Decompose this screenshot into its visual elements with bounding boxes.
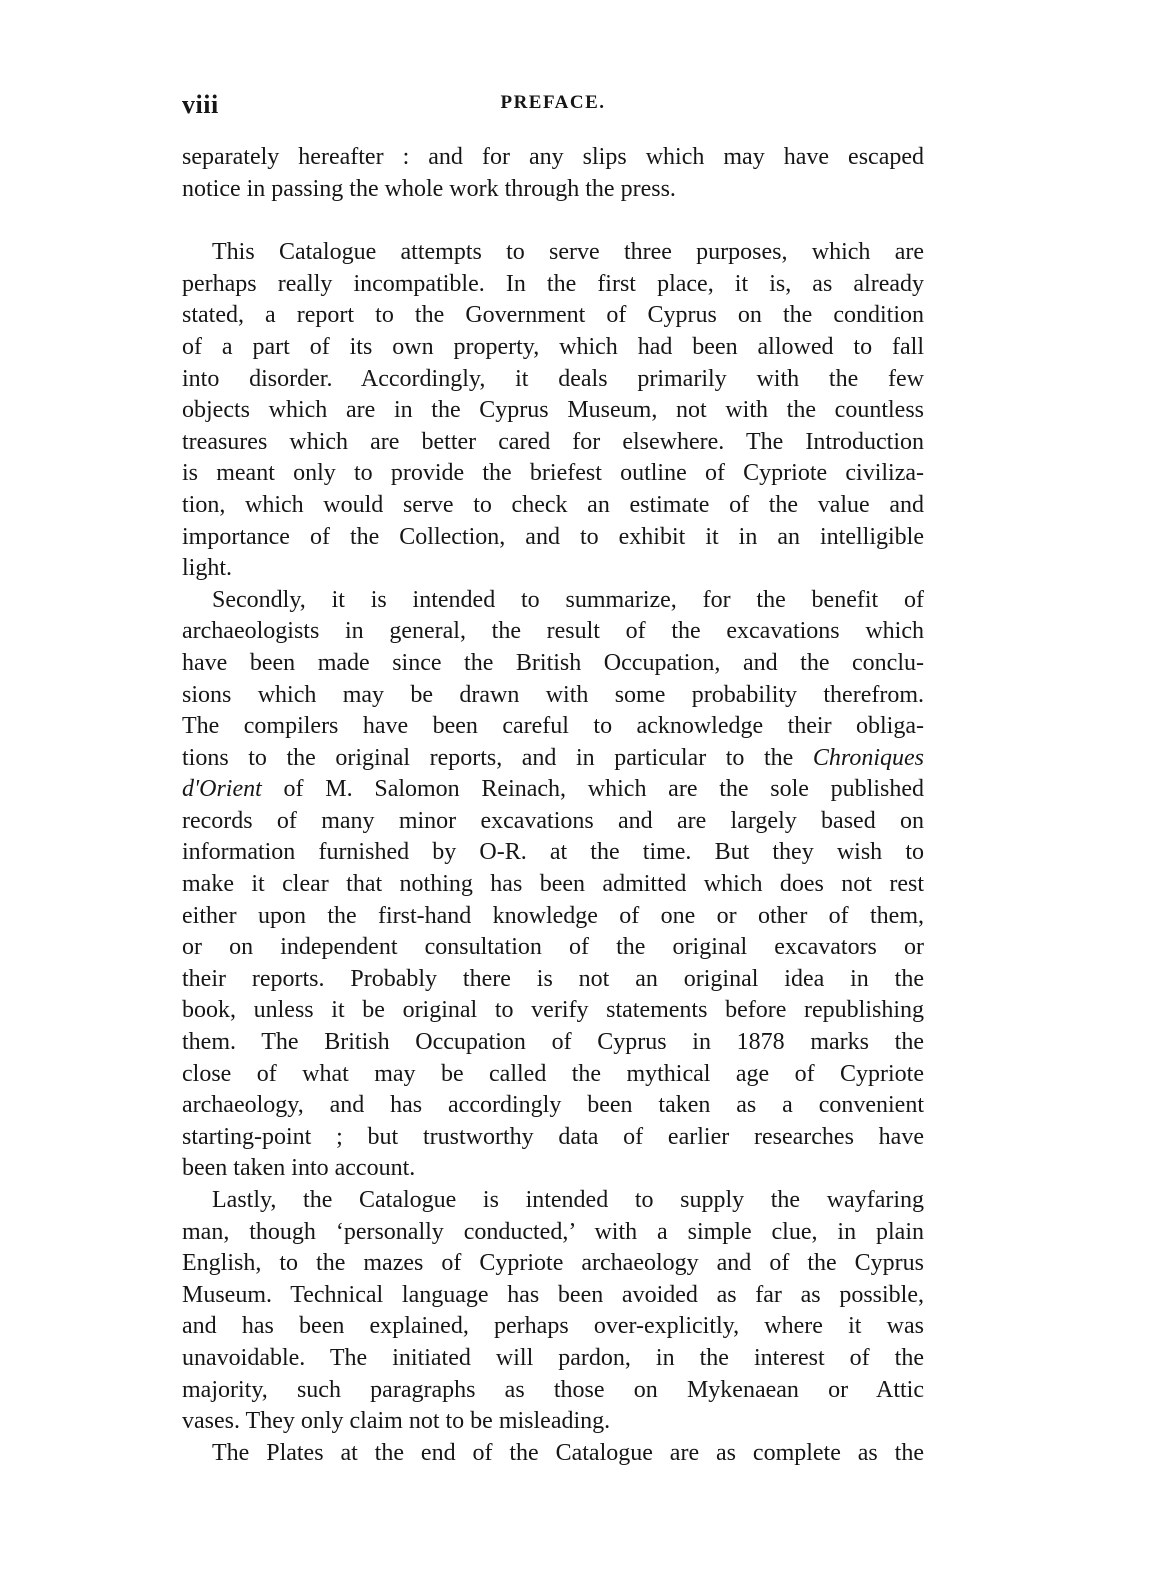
text-line: Museum. Technical language has been avoided as far as possible,: [182, 1281, 924, 1308]
line-segment: tions to the original reports, and in particular to the: [182, 744, 813, 771]
text-line: stated, a report to the Government of Cyprus on the condition: [182, 302, 924, 329]
page-number: viii: [182, 90, 219, 119]
text-line: notice in passing the whole work through the press.: [182, 175, 676, 202]
text-line: them. The British Occupation of Cyprus in 1878 marks the: [182, 1029, 924, 1056]
text-line: records of many minor excavations and are largely based on: [182, 807, 924, 834]
text-line: have been made since the British Occupation, and the conclu-: [182, 649, 924, 676]
text-line: information furnished by O-R. at the time. But they wish to: [182, 839, 924, 866]
italic-title: Chroniques: [812, 744, 924, 771]
text-line: their reports. Probably there is not an original idea in the: [182, 965, 924, 992]
text-line: close of what may be called the mythical age of Cypriote: [182, 1060, 924, 1087]
text-line: unavoidable. The initiated will pardon, in the interest of the: [182, 1344, 924, 1371]
text-line: starting-point ; but trustworthy data of earlier researches have: [182, 1123, 924, 1150]
text-line: perhaps really incompatible. In the first place, it is, as already: [182, 270, 924, 297]
text-line: [182, 774, 924, 806]
text-line: importance of the Collection, and to exhibit it in an intelligible: [182, 523, 924, 550]
text-line: or on independent consultation of the original excavators or: [182, 934, 924, 961]
text-line: been taken into account.: [182, 1155, 416, 1182]
text-line: objects which are in the Cyprus Museum, not with the countless: [182, 397, 924, 424]
text-line: sions which may be drawn with some probability therefrom.: [182, 681, 924, 708]
text-line: book, unless it be original to verify statements before republishing: [182, 997, 924, 1024]
page-title: PREFACE.: [500, 92, 606, 113]
text-line: archaeologists in general, the result of the excavations which: [182, 618, 924, 645]
text-line: The compilers have been careful to acknowledge their obliga-: [182, 713, 924, 740]
text-line: separately hereafter : and for any slips which may have escaped: [182, 144, 924, 170]
text-line: of a part of its own property, which had been allowed to fall: [182, 333, 924, 360]
text-line: [182, 743, 924, 775]
text-line: The Plates at the end of the Catalogue are as complete as the: [212, 1439, 924, 1466]
text-line: Secondly, it is intended to summarize, for the benefit of: [212, 586, 924, 613]
text-line: is meant only to provide the briefest outline of Cypriote civiliza-: [182, 460, 924, 487]
text-line: make it clear that nothing has been admitted which does not rest: [182, 871, 924, 898]
text-line: into disorder. Accordingly, it deals primarily with the few: [182, 365, 924, 392]
text-line: tion, which would serve to check an estimate of the value and: [182, 491, 924, 518]
line-segment: of M. Salomon Reinach, which are the sole published: [261, 776, 924, 803]
text-line: archaeology, and has accordingly been taken as a convenient: [182, 1092, 924, 1119]
text-line: man, though ‘personally conducted,’ with a simple clue, in plain: [182, 1218, 924, 1245]
running-head: [182, 90, 924, 120]
body-text: [182, 142, 924, 1469]
italic-title: d'Orient: [182, 776, 262, 803]
text-line: This Catalogue attempts to serve three purposes, which are: [212, 239, 924, 266]
text-line: majority, such paragraphs as those on Mykenaean or Attic: [182, 1376, 924, 1403]
text-line: and has been explained, perhaps over-explicitly, where it was: [182, 1313, 924, 1340]
text-line: English, to the mazes of Cypriote archaeology and of the Cyprus: [182, 1250, 924, 1277]
text-line: vases. They only claim not to be misleading.: [182, 1408, 611, 1435]
text-line: light.: [182, 555, 233, 582]
text-line: Lastly, the Catalogue is intended to supply the wayfaring: [212, 1187, 924, 1213]
text-line: treasures which are better cared for elsewhere. The Introduction: [182, 428, 924, 455]
text-line: either upon the first-hand knowledge of one or other of them,: [182, 902, 924, 929]
